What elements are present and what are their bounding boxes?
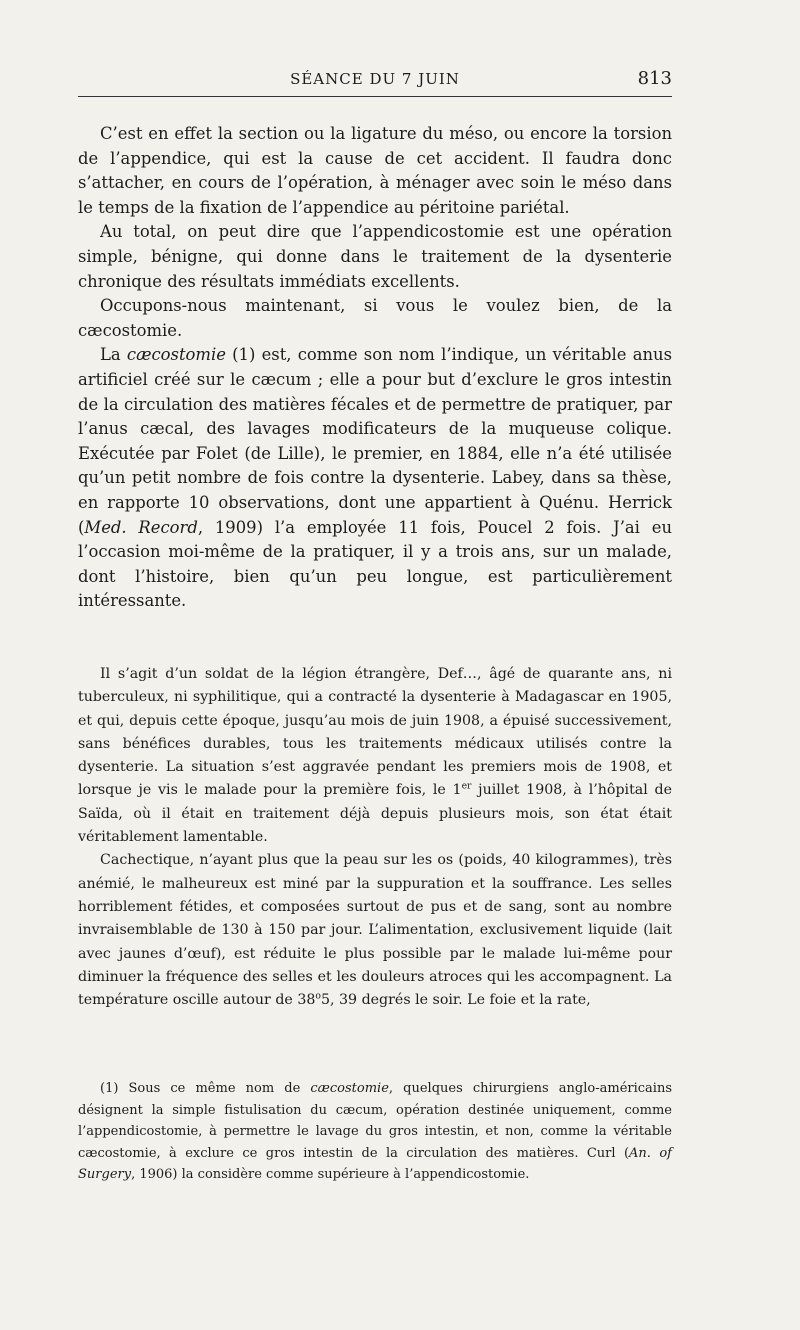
superscript: o [315,990,321,1002]
text-span: , 1906) la considère comme supérieure à l’appendicostomie. [131,1167,530,1183]
paragraph [78,849,672,1012]
text-span: Cachectique, n’ayant plus que la peau sur les os (poids, 40 kilogrammes), très anémié, le malheureux est miné par la suppuration et la souffrance. Les selles horriblement fétides, et composées surtout de pus et de sang, sont au nombre invraisemblable de 130 à 150 par jour. L’alimentation, exclusivement liquide (lait avec jaunes d’œuf), est réduite le plus possible par le malade lui-même pour diminuer la fréquence des selles et les douleurs atroces qui les accompagnent. La température oscille autour de 38 [78,852,672,1009]
italic-term: cæcostomie [126,345,226,365]
text-span: , quelques chirurgiens anglo-américains désignent la simple fistulisation du cæcum, opération destinée uniquement, comme l’appendicostomie, à permettre le lavage du gros intestin, et non, comme la véritable cæcostomie, à exclure ce gros intestin de la circulation des matières. Curl ( [78,1081,672,1161]
paragraph: C’est en effet la section ou la ligature du méso, ou encore la torsion de l’appendice, qui est la cause de cet accident. Il faudra donc s’attacher, en cours de l’opération, à ménager avec soin le méso dans le temps de la fixation de l’appendice au péritoine pariétal. [78,124,672,217]
journal-title: An. of Surgery [78,1145,672,1183]
text-span: La [100,345,127,365]
text-span: , 1909) l’a employée 11 fois, Poucel 2 fois. J’ai eu l’occasion moi-même de la pratiquer, il y a trois ans, sur un malade, dont l’histoire, bien qu’un peu longue, est particulièrement intéressante. [78,517,672,611]
text-span: (1) est, comme son nom l’indique, un véritable anus artificiel créé sur le cæcum ; elle a pour but d’exclure le gros intestin de la circulation des matières fécales et de permettre de pratiquer, par l’anus cæcal, des lavages modificateurs de la muqueuse colique. Exécutée par Folet (de Lille), le premier, en 1884, elle n’a été utilisée qu’un petit nombre de fois contre la dysenterie. Labey, dans sa thèse, en rapporte 10 observations, dont une appartient à Quénu. Herrick ( [78,345,672,537]
footnote-paragraph [78,1078,672,1186]
text-span: Il s’agit d’un soldat de la légion étrangère, Def…, âgé de quarante ans, ni tuberculeux, ni syphilitique, qui a contracté la dysenterie à Madagascar en 1905, et qui, depuis cette époque, jusqu’au mois de juin 1908, a épuisé successivement, sans bénéfices durables, tous les traitements médicaux utilisés contre la dysenterie. La situation s’est aggravée pendant les premiers mois de 1908, et lorsque je vis le malade pour la première fois, le 1 [78,666,672,799]
text-span: juillet 1908, à l’hôpital de Saïda, où il était en traitement déjà depuis plusieurs mois, son état était véritablement lamentable. [78,782,672,846]
paragraph [78,663,672,849]
journal-title: Med. Record [84,517,198,537]
main-text [78,122,672,614]
italic-term: cæcostomie [310,1081,389,1096]
text-span: 5, 39 degrés le soir. Le foie et la rate, [320,992,591,1009]
footnote [78,1078,672,1186]
paragraph: Au total, on peut dire que l’appendicostomie est une opération simple, bénigne, qui donne dans le traitement de la dysenterie chronique des résultats immédiats excellents. [78,222,672,291]
page-header [78,66,672,97]
paragraph: Occupons-nous maintenant, si vous le voulez bien, de la cæcostomie. [78,296,672,340]
text-span: (1) Sous ce même nom de [100,1081,311,1096]
case-report [78,663,672,1012]
paragraph [78,343,672,614]
page-number: 813 [637,68,672,89]
superscript: er [461,780,472,792]
running-title: SÉANCE DU 7 JUIN [290,70,460,88]
